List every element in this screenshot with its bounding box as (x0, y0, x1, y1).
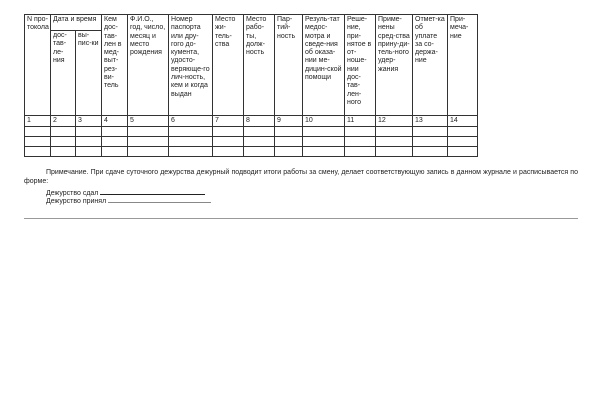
header-passport: Номер паспорта или дру-гого до-кумента, удосто-веряюще-го лич-ность, кем и когда выдан (169, 15, 213, 116)
column-number: 14 (448, 116, 478, 127)
header-full-name: Ф.И.О., год, число, месяц и место рождения (128, 15, 169, 116)
column-number: 5 (128, 116, 169, 127)
column-number: 11 (345, 116, 376, 127)
header-party: Пар-тий-ность (275, 15, 303, 116)
column-number: 13 (413, 116, 448, 127)
header-payment-mark: Отмет-ка об уплате за со-держа-ние (413, 15, 448, 116)
note-block (24, 169, 578, 186)
table-row (25, 137, 478, 147)
header-delivered-by: Кем дос-тав-лен в мед-выт-рез-ви-тель (102, 15, 128, 116)
column-numbers-row (25, 116, 478, 127)
journal-table (24, 14, 478, 157)
column-number: 6 (169, 116, 213, 127)
column-number: 4 (102, 116, 128, 127)
accepted-label: Дежурство принял (46, 198, 107, 205)
signature-line (108, 195, 211, 203)
column-number: 2 (51, 116, 76, 127)
header-restraint: Приме-нены сред-ства прину-ди-тель-ного удер-жания (376, 15, 413, 116)
table-row (25, 127, 478, 137)
signature-line (100, 187, 205, 195)
column-number: 3 (76, 116, 102, 127)
header-remark: При-меча-ние (448, 15, 478, 116)
column-number: 10 (303, 116, 345, 127)
table-row (25, 147, 478, 157)
column-number: 1 (25, 116, 51, 127)
header-decision: Реше-ние, при-нятое в от-ноше-нии дос-тав-лен-ного (345, 15, 376, 116)
column-number: 12 (376, 116, 413, 127)
note-text: Примечание. При сдаче суточного дежурства дежурный подводит итоги работы за смену, делает соответствующую запись в данном журнале и расписывается по форме: (24, 169, 578, 185)
accepted-signature (46, 195, 211, 206)
header-medical-result: Резуль-тат медос-мотра и сведе-ния об оказа-нии ме-дицин-ской помощи (303, 15, 345, 116)
header-protocol-number: N про-токола (25, 15, 51, 116)
header-row (25, 15, 478, 31)
header-residence: Место жи-тель-ства (213, 15, 244, 116)
handed-over-label: Дежурство сдал (46, 190, 99, 197)
column-number: 7 (213, 116, 244, 127)
column-number: 8 (244, 116, 275, 127)
header-discharge-date: вы-пис-ки (76, 31, 102, 116)
column-number: 9 (275, 116, 303, 127)
header-delivery-date: дос-тав-ле-ния (51, 31, 76, 116)
header-date-time: Дата и время (51, 15, 102, 31)
header-workplace: Место рабо-ты, долж-ность (244, 15, 275, 116)
divider (24, 218, 578, 219)
